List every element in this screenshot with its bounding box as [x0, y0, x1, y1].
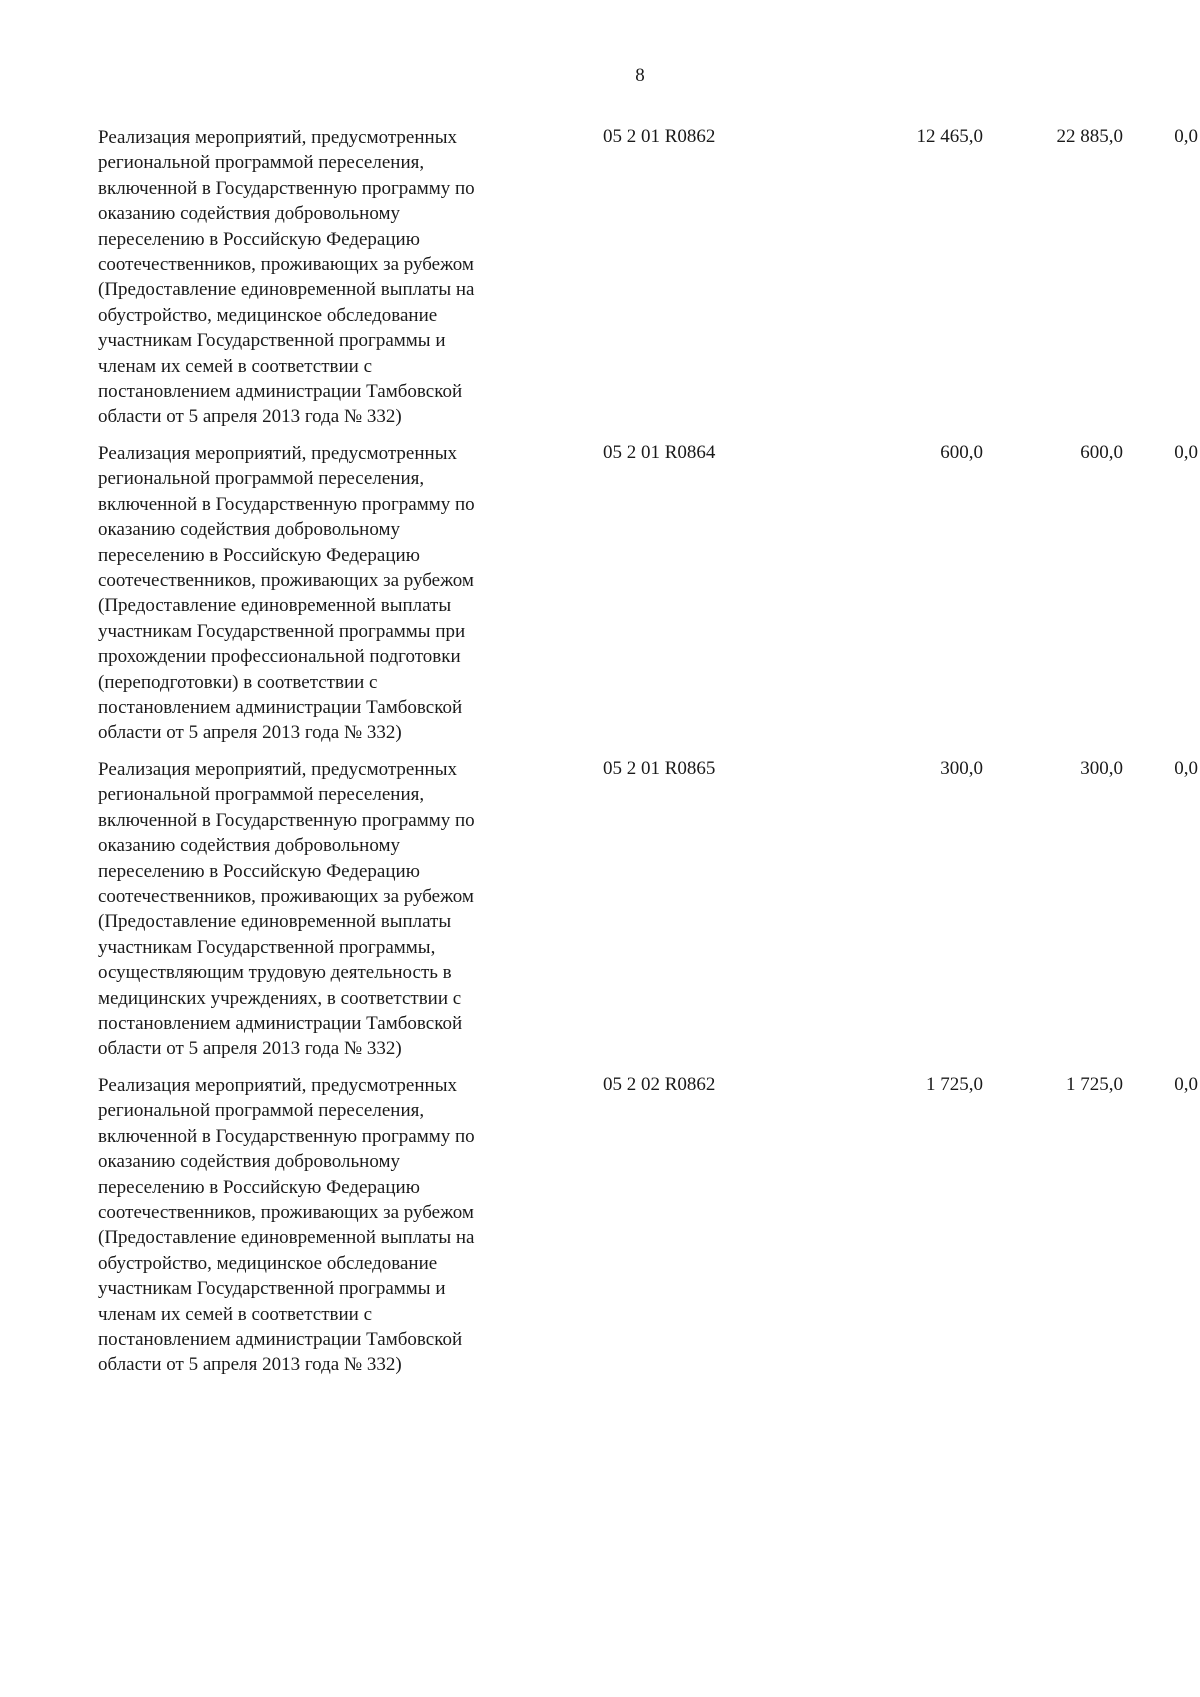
- row-value-1: 1 725,0: [926, 1074, 983, 1095]
- row-description: Реализация мероприятий, предусмотренных региональной программой переселения, включенной в Государственную программу по оказанию содействия добровольному переселению в Российскую Федерацию соотечественников, проживающих за рубежом (Предоставление единовременной выплаты участникам Государственной программы при прохождении профессиональной подготовки (переподготовки) в соответствии с постановлением администрации Тамбовской области от 5 апреля 2013 года № 332): [98, 443, 475, 744]
- row-code: 05 2 01 R0862: [603, 126, 716, 147]
- budget-table: [98, 125, 1198, 1389]
- row-description: Реализация мероприятий, предусмотренных региональной программой переселения, включенной в Государственную программу по оказанию содействия добровольному переселению в Российскую Федерацию соотечественников, проживающих за рубежом (Предоставление единовременной выплаты на обустройство, медицинское обследование участникам Государственной программы и членам их семей в соответствии с постановлением администрации Тамбовской области от 5 апреля 2013 года № 332): [98, 1075, 475, 1376]
- table-row: [98, 441, 1198, 757]
- row-value-3: 0,0: [1174, 126, 1198, 147]
- row-value-3: 0,0: [1174, 1074, 1198, 1095]
- row-description: Реализация мероприятий, предусмотренных региональной программой переселения, включенной в Государственную программу по оказанию содействия добровольному переселению в Российскую Федерацию соотечественников, проживающих за рубежом (Предоставление единовременной выплаты участникам Государственной программы, осуществляющим трудовую деятельность в медицинских учреждениях, в соответствии с постановлением администрации Тамбовской области от 5 апреля 2013 года № 332): [98, 759, 475, 1060]
- page-number: 8: [635, 65, 645, 86]
- row-value-2: 1 725,0: [1066, 1074, 1123, 1095]
- table-row: [98, 1073, 1198, 1389]
- row-code: 05 2 02 R0862: [603, 1074, 716, 1095]
- row-value-2: 600,0: [1080, 442, 1123, 463]
- row-description: Реализация мероприятий, предусмотренных региональной программой переселения, включенной в Государственную программу по оказанию содействия добровольному переселению в Российскую Федерацию соотечественников, проживающих за рубежом (Предоставление единовременной выплаты на обустройство, медицинское обследование участникам Государственной программы и членам их семей в соответствии с постановлением администрации Тамбовской области от 5 апреля 2013 года № 332): [98, 127, 475, 428]
- row-code: 05 2 01 R0864: [603, 442, 716, 463]
- table-row: [98, 757, 1198, 1073]
- row-value-1: 600,0: [940, 442, 983, 463]
- row-code: 05 2 01 R0865: [603, 758, 716, 779]
- row-value-1: 300,0: [940, 758, 983, 779]
- row-value-2: 22 885,0: [1056, 126, 1123, 147]
- row-value-2: 300,0: [1080, 758, 1123, 779]
- table-row: [98, 125, 1198, 441]
- row-value-1: 12 465,0: [916, 126, 983, 147]
- row-value-3: 0,0: [1174, 442, 1198, 463]
- row-value-3: 0,0: [1174, 758, 1198, 779]
